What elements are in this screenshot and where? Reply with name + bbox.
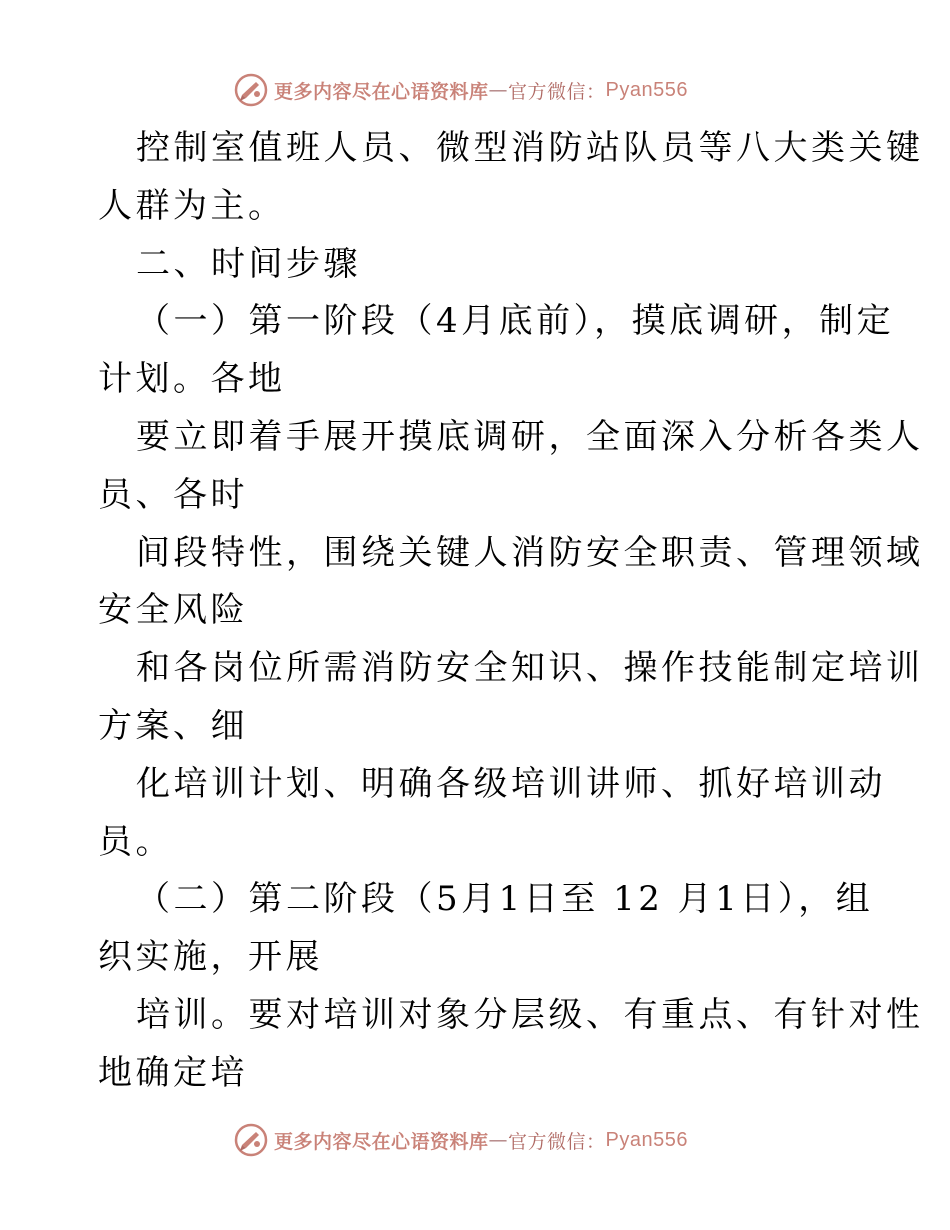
text-line: 员。 — [98, 821, 173, 862]
text-line: 织实施，开展 — [98, 937, 323, 978]
footer-watermark — [234, 1120, 688, 1160]
watermark-logo-icon — [234, 73, 268, 107]
section-heading: 二、时间步骤 — [136, 243, 361, 284]
text-line: 方案、细 — [98, 705, 248, 746]
text-line: 计划。各地 — [98, 359, 286, 400]
document-body — [98, 120, 924, 1103]
text-line: 间段特性，围绕关键人消防安全职责、管理领域 — [136, 532, 924, 573]
watermark-wechat-label: 官方微信： — [508, 1130, 606, 1153]
watermark-main-text: 更多内容尽在心语资料库 — [274, 1130, 489, 1153]
watermark-logo-icon — [234, 1123, 268, 1157]
header-watermark — [234, 70, 688, 110]
text-line: 化培训计划、明确各级培训讲师、抓好培训动 — [136, 763, 886, 804]
watermark-dash: — — [488, 1129, 509, 1151]
watermark-wechat-id: Pyan556 — [605, 78, 688, 101]
text-line: 员、各时 — [98, 474, 248, 515]
text-line: 安全风险 — [98, 590, 248, 631]
text-line: 培训。要对培训对象分层级、有重点、有针对性 — [136, 994, 924, 1035]
text-line: 要立即着手展开摸底调研，全面深入分析各类人 — [136, 416, 924, 457]
text-line: （二）第二阶段（5月1日至 12 月1日），组 — [136, 879, 874, 920]
text-line: 和各岗位所需消防安全知识、操作技能制定培训 — [136, 648, 924, 689]
watermark-wechat-id: Pyan556 — [605, 1128, 688, 1151]
text-line: 地确定培 — [98, 1052, 248, 1093]
text-line: 人群为主。 — [98, 185, 286, 226]
watermark-main-text: 更多内容尽在心语资料库 — [274, 80, 489, 103]
watermark-wechat-label: 官方微信： — [508, 80, 606, 103]
text-line: 控制室值班人员、微型消防站队员等八大类关键 — [136, 128, 924, 168]
text-line: （一）第一阶段（4月底前），摸底调研，制定 — [136, 301, 895, 342]
watermark-dash: — — [488, 79, 509, 101]
